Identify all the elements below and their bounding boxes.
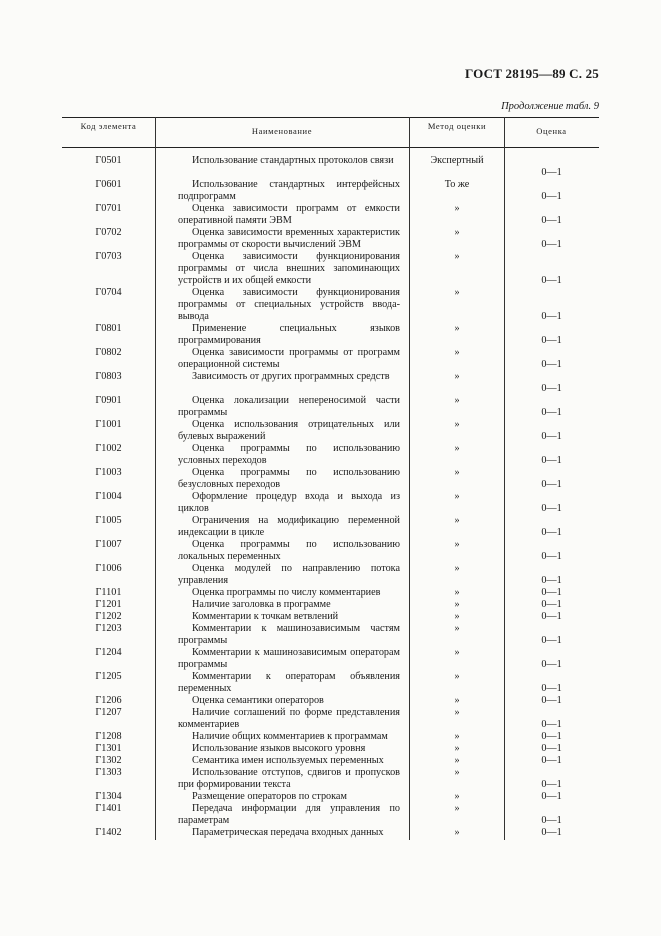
row-method: » bbox=[454, 743, 460, 754]
table-row bbox=[62, 563, 599, 587]
row-name: Оценка семантики операторов bbox=[192, 695, 324, 706]
row-score: 0—1 bbox=[541, 659, 562, 670]
row-method: » bbox=[454, 539, 460, 550]
row-name: Комментарии к операторам объявления переменных bbox=[178, 671, 400, 694]
table-row bbox=[62, 755, 599, 767]
page-header: ГОСТ 28195—89 С. 25 bbox=[465, 66, 599, 81]
table-row bbox=[62, 731, 599, 743]
row-name: Использование стандартных интерфейсных подпрограмм bbox=[178, 179, 400, 202]
row-name: Ограничения на модификацию переменной индексации в цикле bbox=[178, 515, 400, 538]
row-name: Параметрическая передача входных данных bbox=[192, 827, 384, 838]
row-method: » bbox=[454, 707, 460, 718]
row-name: Комментарии к машинозависимым операторам программы bbox=[178, 647, 400, 670]
row-name: Оценка зависимости функционирования программы от специальных устройств ввода-вывода bbox=[178, 287, 400, 322]
table-body bbox=[62, 155, 599, 839]
row-score: 0—1 bbox=[541, 695, 562, 706]
row-method: » bbox=[454, 731, 460, 742]
row-score: 0—1 bbox=[541, 431, 562, 442]
column-header-name: Наименование bbox=[251, 126, 313, 136]
table-row bbox=[62, 623, 599, 647]
row-score: 0—1 bbox=[541, 383, 562, 394]
table-row bbox=[62, 227, 599, 251]
row-name: Зависимость от других программных средств bbox=[192, 371, 390, 382]
row-score: 0—1 bbox=[541, 791, 562, 802]
row-name: Использование языков высокого уровня bbox=[192, 743, 366, 754]
row-code: Г1007 bbox=[95, 539, 122, 550]
row-score: 0—1 bbox=[541, 359, 562, 370]
table-row bbox=[62, 803, 599, 827]
row-name: Оценка модулей по направлению потока управления bbox=[178, 563, 400, 586]
row-code: Г0901 bbox=[95, 395, 122, 406]
row-method: » bbox=[454, 395, 460, 406]
row-code: Г1202 bbox=[95, 611, 122, 622]
table-row bbox=[62, 743, 599, 755]
row-name: Наличие заголовка в программе bbox=[192, 599, 331, 610]
row-code: Г1101 bbox=[95, 587, 122, 598]
row-score: 0—1 bbox=[541, 827, 562, 838]
table-row bbox=[62, 539, 599, 563]
table-row bbox=[62, 419, 599, 443]
row-code: Г0703 bbox=[95, 251, 122, 262]
row-code: Г1001 bbox=[95, 419, 122, 430]
row-code: Г1201 bbox=[95, 599, 122, 610]
row-code: Г1302 bbox=[95, 755, 122, 766]
row-method: » bbox=[454, 515, 460, 526]
row-name: Оценка программы по числу комментариев bbox=[192, 587, 381, 598]
row-name: Оценка использования отрицательных или булевых выражений bbox=[178, 419, 400, 442]
row-code: Г1402 bbox=[95, 827, 122, 838]
row-method: Экспертный bbox=[430, 155, 484, 166]
row-method: » bbox=[454, 587, 460, 598]
table-row bbox=[62, 587, 599, 599]
table-row bbox=[62, 611, 599, 623]
table-row bbox=[62, 827, 599, 839]
row-method: » bbox=[454, 599, 460, 610]
row-method: » bbox=[454, 755, 460, 766]
row-code: Г1401 bbox=[95, 803, 122, 814]
table-row bbox=[62, 287, 599, 323]
row-name: Комментарии к машинозависимым частям программы bbox=[178, 623, 400, 646]
row-score: 0—1 bbox=[541, 587, 562, 598]
row-method: » bbox=[454, 287, 460, 298]
row-name: Передача информации для управления по параметрам bbox=[178, 803, 400, 826]
row-code: Г1005 bbox=[95, 515, 122, 526]
table-row bbox=[62, 491, 599, 515]
row-code: Г0801 bbox=[95, 323, 122, 334]
row-method: » bbox=[454, 371, 460, 382]
row-name: Оценка зависимости функционирования программы от числа внешних запоминающих устройств и их общей емкости bbox=[178, 251, 400, 286]
row-code: Г1203 bbox=[95, 623, 122, 634]
row-name: Оформление процедур входа и выхода из циклов bbox=[178, 491, 400, 514]
row-score: 0—1 bbox=[541, 551, 562, 562]
row-score: 0—1 bbox=[541, 731, 562, 742]
row-code: Г1301 bbox=[95, 743, 122, 754]
table-top-rule bbox=[62, 117, 599, 118]
row-name: Комментарии к точкам ветвлений bbox=[192, 611, 339, 622]
row-code: Г1003 bbox=[95, 467, 122, 478]
row-name: Оценка зависимости программы от программ операционной системы bbox=[178, 347, 400, 370]
row-name: Применение специальных языков программирования bbox=[178, 323, 400, 346]
table-row bbox=[62, 179, 599, 203]
row-score: 0—1 bbox=[541, 275, 562, 286]
row-score: 0—1 bbox=[541, 527, 562, 538]
table-row bbox=[62, 347, 599, 371]
row-code: Г0701 bbox=[95, 203, 122, 214]
row-score: 0—1 bbox=[541, 719, 562, 730]
row-code: Г0702 bbox=[95, 227, 122, 238]
row-code: Г1207 bbox=[95, 707, 122, 718]
row-code: Г1006 bbox=[95, 563, 122, 574]
table-row bbox=[62, 395, 599, 419]
row-name: Оценка программы по использованию условных переходов bbox=[178, 443, 400, 466]
table-row bbox=[62, 251, 599, 287]
row-name: Оценка зависимости временных характеристик программы от скорости вычислений ЭВМ bbox=[178, 227, 400, 250]
row-method: » bbox=[454, 419, 460, 430]
table-row bbox=[62, 515, 599, 539]
table-row bbox=[62, 695, 599, 707]
row-score: 0—1 bbox=[541, 599, 562, 610]
table-row bbox=[62, 323, 599, 347]
row-score: 0—1 bbox=[541, 575, 562, 586]
row-code: Г0704 bbox=[95, 287, 122, 298]
table-row bbox=[62, 203, 599, 227]
row-score: 0—1 bbox=[541, 479, 562, 490]
table-row bbox=[62, 791, 599, 803]
row-method: » bbox=[454, 767, 460, 778]
row-name: Оценка зависимости программ от емкости оперативной памяти ЭВМ bbox=[178, 203, 400, 226]
column-header-score: Оценка bbox=[536, 126, 567, 136]
row-name: Оценка программы по использованию безусловных переходов bbox=[178, 467, 400, 490]
row-score: 0—1 bbox=[541, 683, 562, 694]
row-score: 0—1 bbox=[541, 239, 562, 250]
row-code: Г1208 bbox=[95, 731, 122, 742]
row-score: 0—1 bbox=[541, 755, 562, 766]
row-method: » bbox=[454, 347, 460, 358]
row-name: Оценка локализации непереносимой части программы bbox=[178, 395, 400, 418]
row-name: Оценка программы по использованию локальных переменных bbox=[178, 539, 400, 562]
row-score: 0—1 bbox=[541, 335, 562, 346]
row-name: Использование стандартных протоколов связи bbox=[192, 155, 394, 166]
row-score: 0—1 bbox=[541, 167, 562, 178]
row-method: » bbox=[454, 491, 460, 502]
row-score: 0—1 bbox=[541, 611, 562, 622]
row-name: Семантика имен используемых переменных bbox=[192, 755, 384, 766]
row-score: 0—1 bbox=[541, 215, 562, 226]
row-score: 0—1 bbox=[541, 635, 562, 646]
row-method: » bbox=[454, 251, 460, 262]
table-row bbox=[62, 155, 599, 179]
row-method: » bbox=[454, 671, 460, 682]
table-row bbox=[62, 767, 599, 791]
row-method: » bbox=[454, 647, 460, 658]
row-name: Размещение операторов по строкам bbox=[192, 791, 347, 802]
row-method: » bbox=[454, 791, 460, 802]
row-code: Г0601 bbox=[95, 179, 122, 190]
row-code: Г1303 bbox=[95, 767, 122, 778]
row-method: » bbox=[454, 695, 460, 706]
row-method: » bbox=[454, 563, 460, 574]
row-method: » bbox=[454, 623, 460, 634]
row-score: 0—1 bbox=[541, 311, 562, 322]
row-score: 0—1 bbox=[541, 743, 562, 754]
row-score: 0—1 bbox=[541, 503, 562, 514]
table-row bbox=[62, 371, 599, 395]
table-row bbox=[62, 443, 599, 467]
row-method: » bbox=[454, 803, 460, 814]
row-method: То же bbox=[444, 179, 470, 190]
row-score: 0—1 bbox=[541, 815, 562, 826]
row-code: Г0803 bbox=[95, 371, 122, 382]
table-row bbox=[62, 647, 599, 671]
row-method: » bbox=[454, 611, 460, 622]
row-method: » bbox=[454, 443, 460, 454]
row-method: » bbox=[454, 467, 460, 478]
table-row bbox=[62, 467, 599, 491]
column-header-method: Метод оценки bbox=[427, 121, 487, 131]
row-method: » bbox=[454, 227, 460, 238]
row-score: 0—1 bbox=[541, 779, 562, 790]
row-code: Г1206 bbox=[95, 695, 122, 706]
table-row bbox=[62, 707, 599, 731]
row-code: Г1304 bbox=[95, 791, 122, 802]
table-row bbox=[62, 671, 599, 695]
row-name: Наличие общих комментариев к программам bbox=[192, 731, 388, 742]
column-header-code: Код элемента bbox=[80, 121, 137, 131]
row-method: » bbox=[454, 323, 460, 334]
row-score: 0—1 bbox=[541, 455, 562, 466]
row-method: » bbox=[454, 203, 460, 214]
row-name: Использование отступов, сдвигов и пропусков при формировании текста bbox=[178, 767, 400, 790]
table-row bbox=[62, 599, 599, 611]
table-header-rule bbox=[62, 147, 599, 148]
row-method: » bbox=[454, 827, 460, 838]
row-score: 0—1 bbox=[541, 407, 562, 418]
row-code: Г0501 bbox=[95, 155, 122, 166]
row-score: 0—1 bbox=[541, 191, 562, 202]
row-code: Г1204 bbox=[95, 647, 122, 658]
row-code: Г0802 bbox=[95, 347, 122, 358]
row-code: Г1004 bbox=[95, 491, 122, 502]
row-code: Г1002 bbox=[95, 443, 122, 454]
row-name: Наличие соглашений по форме представления комментариев bbox=[178, 707, 400, 730]
table-continuation-label: Продолжение табл. 9 bbox=[501, 101, 599, 112]
row-code: Г1205 bbox=[95, 671, 122, 682]
